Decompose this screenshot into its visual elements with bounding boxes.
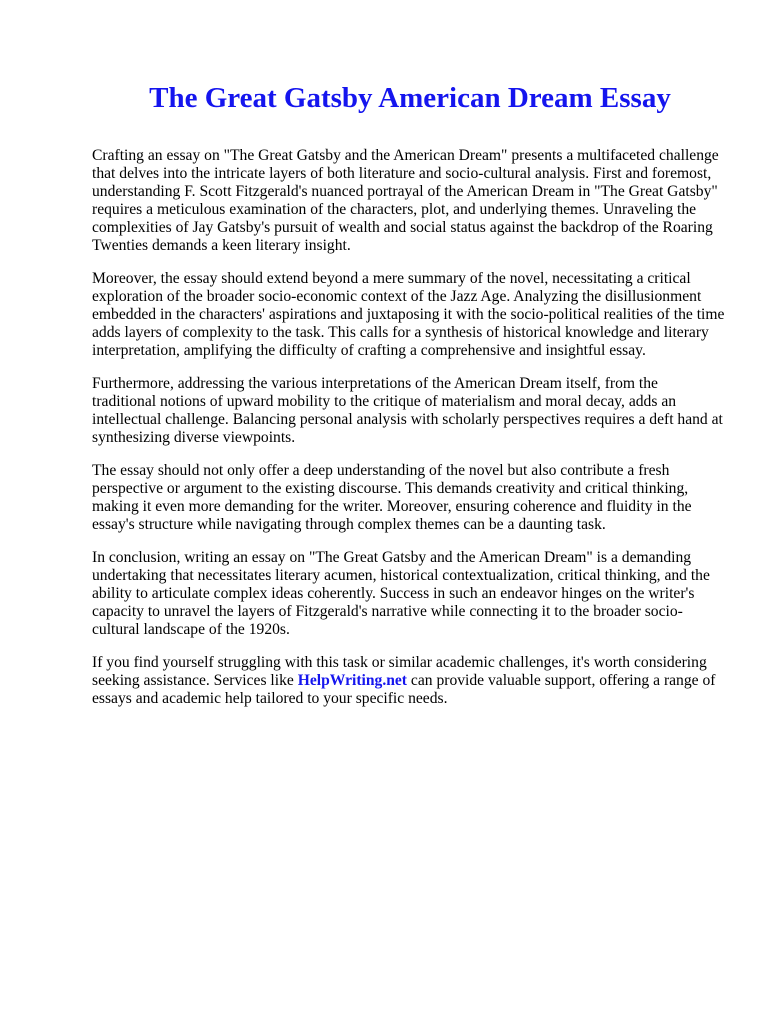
text-line: If you find yourself struggling with this task or similar academic challenges, it's worth considering bbox=[92, 654, 707, 671]
text-line: interpretation, amplifying the difficulty of crafting a comprehensive and insightful essay. bbox=[92, 342, 646, 359]
text-line: adds layers of complexity to the task. This calls for a synthesis of historical knowledge and literary bbox=[92, 324, 709, 341]
helpwriting-link[interactable]: HelpWriting.net bbox=[297, 672, 408, 689]
text-line: undertaking that necessitates literary acumen, historical contextualization, critical thinking, and the bbox=[92, 567, 710, 584]
text-line: Crafting an essay on "The Great Gatsby and the American Dream" presents a multifaceted challenge bbox=[92, 147, 719, 164]
text-line: essay's structure while navigating through complex themes can be a daunting task. bbox=[92, 516, 606, 533]
text-line: synthesizing diverse viewpoints. bbox=[92, 429, 296, 446]
paragraph-3 bbox=[92, 375, 732, 447]
text-line: Furthermore, addressing the various interpretations of the American Dream itself, from the bbox=[92, 375, 658, 392]
text-line: understanding F. Scott Fitzgerald's nuanced portrayal of the American Dream in "The Great Gatsby" bbox=[92, 183, 718, 200]
text-line-with-link bbox=[92, 672, 732, 690]
text-line: embedded in the characters' aspirations and juxtaposing it with the socio-political realities of the time bbox=[92, 306, 725, 323]
text-line: The essay should not only offer a deep understanding of the novel but also contribute a fresh bbox=[92, 462, 670, 479]
text-segment: seeking assistance. Services like bbox=[92, 672, 298, 689]
paragraph-2 bbox=[92, 270, 732, 360]
text-line: In conclusion, writing an essay on "The Great Gatsby and the American Dream" is a demanding bbox=[92, 549, 692, 566]
essay-body bbox=[92, 147, 732, 723]
text-line: perspective or argument to the existing discourse. This demands creativity and critical thinking, bbox=[92, 480, 689, 497]
text-line: complexities of Jay Gatsby's pursuit of wealth and social status against the backdrop of the Roaring bbox=[92, 219, 713, 236]
text-line: capacity to unravel the layers of Fitzgerald's narrative while connecting it to the broader socio- bbox=[92, 603, 683, 620]
text-line: essays and academic help tailored to your specific needs. bbox=[92, 690, 448, 707]
text-segment: can provide valuable support, offering a range of bbox=[407, 672, 716, 689]
text-line: making it even more demanding for the writer. Moreover, ensuring coherence and fluidity in the bbox=[92, 498, 692, 515]
paragraph-4 bbox=[92, 462, 732, 534]
text-line: cultural landscape of the 1920s. bbox=[92, 621, 290, 638]
text-line: ability to articulate complex ideas coherently. Success in such an endeavor hinges on the writer's bbox=[92, 585, 695, 602]
text-line: intellectual challenge. Balancing personal analysis with scholarly perspectives requires a deft hand at bbox=[92, 411, 723, 428]
paragraph-closing bbox=[92, 654, 732, 708]
text-line: traditional notions of upward mobility to the critique of materialism and moral decay, adds an bbox=[92, 393, 677, 410]
paragraph-1 bbox=[92, 147, 732, 255]
page-title: The Great Gatsby American Dream Essay bbox=[149, 82, 671, 114]
text-line: exploration of the broader socio-economic context of the Jazz Age. Analyzing the disillusionment bbox=[92, 288, 702, 305]
paragraph-5 bbox=[92, 549, 732, 639]
text-line: Moreover, the essay should extend beyond a mere summary of the novel, necessitating a critical bbox=[92, 270, 691, 287]
text-line: that delves into the intricate layers of both literature and socio-cultural analysis. First and foremost, bbox=[92, 165, 712, 182]
text-line: requires a meticulous examination of the characters, plot, and underlying themes. Unraveling the bbox=[92, 201, 697, 218]
text-line: Twenties demands a keen literary insight. bbox=[92, 237, 351, 254]
